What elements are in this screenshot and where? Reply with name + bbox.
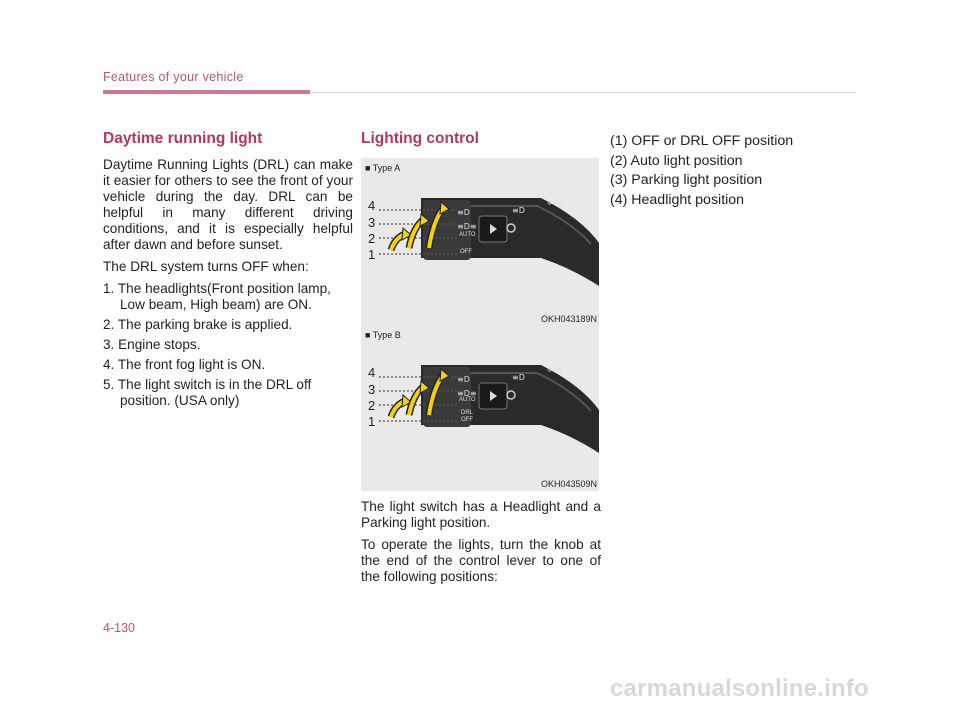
figure-type-label: ■ Type B	[365, 330, 401, 340]
drl-intro: Daytime Running Lights (DRL) can make it easier for others to see the front of your vehicle during the day. DRL can be helpful in many different driving conditions, and it is especially helpful after dawn and before sunset.	[103, 157, 353, 252]
knob-label-auto: AUTO	[459, 232, 476, 238]
position-label-2: 2	[368, 398, 376, 413]
figure-type-a	[361, 158, 599, 326]
lighting-control-heading: Lighting control	[361, 130, 479, 147]
svg-text:⇦⇨: ⇦⇨	[547, 198, 564, 209]
svg-text:≡D: ≡D	[512, 373, 525, 382]
drl-conditions-intro: The DRL system turns OFF when:	[103, 259, 309, 274]
figure-type-label: ■ Type A	[365, 163, 401, 173]
position-label-4: 4	[368, 365, 376, 380]
drl-conditions-list	[103, 281, 353, 409]
svg-text:≡D: ≡D	[457, 375, 470, 384]
list-item: 3. Engine stops.	[103, 337, 201, 352]
list-item: 2. The parking brake is applied.	[103, 317, 293, 332]
position-label-1: 1	[368, 247, 376, 262]
list-item: 5. The light switch is in the DRL off position. (USA only)	[103, 377, 312, 408]
list-item: (1) OFF or DRL OFF position	[610, 133, 794, 149]
positions-list	[610, 132, 850, 210]
section-header-title: Features of your vehicle	[103, 70, 244, 84]
svg-text:⇦⇨: ⇦⇨	[547, 365, 564, 376]
list-item: (2) Auto light position	[610, 152, 743, 169]
drl-heading: Daytime running light	[103, 130, 263, 147]
list-item: (4) Headlight position	[610, 191, 745, 208]
figure-code: OKH043189N	[540, 314, 597, 324]
list-item: 4. The front fog light is ON.	[103, 357, 266, 372]
page-number: 4-130	[103, 621, 135, 635]
position-label-1: 1	[368, 414, 376, 429]
svg-text:≡D≡: ≡D≡	[457, 222, 477, 231]
position-label-2: 2	[368, 231, 376, 246]
svg-text:≡D: ≡D	[512, 206, 525, 215]
knob-label-off: OFF	[460, 249, 472, 255]
figure-type-b	[361, 325, 599, 491]
position-label-3: 3	[368, 382, 376, 397]
knob-label-drl: DRL	[461, 410, 474, 416]
lighting-control-text	[361, 499, 601, 591]
light-switch-illustration-a	[361, 158, 599, 326]
position-label-4: 4	[368, 198, 376, 213]
watermark: carmanualsonline.info	[610, 675, 869, 702]
header-divider	[310, 92, 856, 93]
list-item: 1. The headlights(Front position lamp, Low beam, High beam) are ON.	[103, 281, 331, 312]
svg-text:≡D≡: ≡D≡	[457, 389, 477, 398]
lighting-para-2: To operate the lights, turn the knob at the end of the control lever to one of the following positions:	[361, 537, 601, 584]
lighting-para-1: The light switch has a Headlight and a Parking light position.	[361, 499, 601, 530]
list-item: (3) Parking light position	[610, 172, 763, 188]
daytime-running-light-section	[103, 131, 353, 413]
light-switch-illustration-b	[361, 325, 599, 491]
svg-text:≡D: ≡D	[457, 208, 470, 217]
knob-label-off: OFF	[461, 417, 473, 423]
header-accent-bar	[103, 90, 310, 94]
knob-label-auto: AUTO	[459, 397, 476, 403]
position-label-3: 3	[368, 215, 376, 230]
lighting-control-section	[361, 131, 479, 157]
figure-code: OKH043509N	[540, 479, 597, 489]
